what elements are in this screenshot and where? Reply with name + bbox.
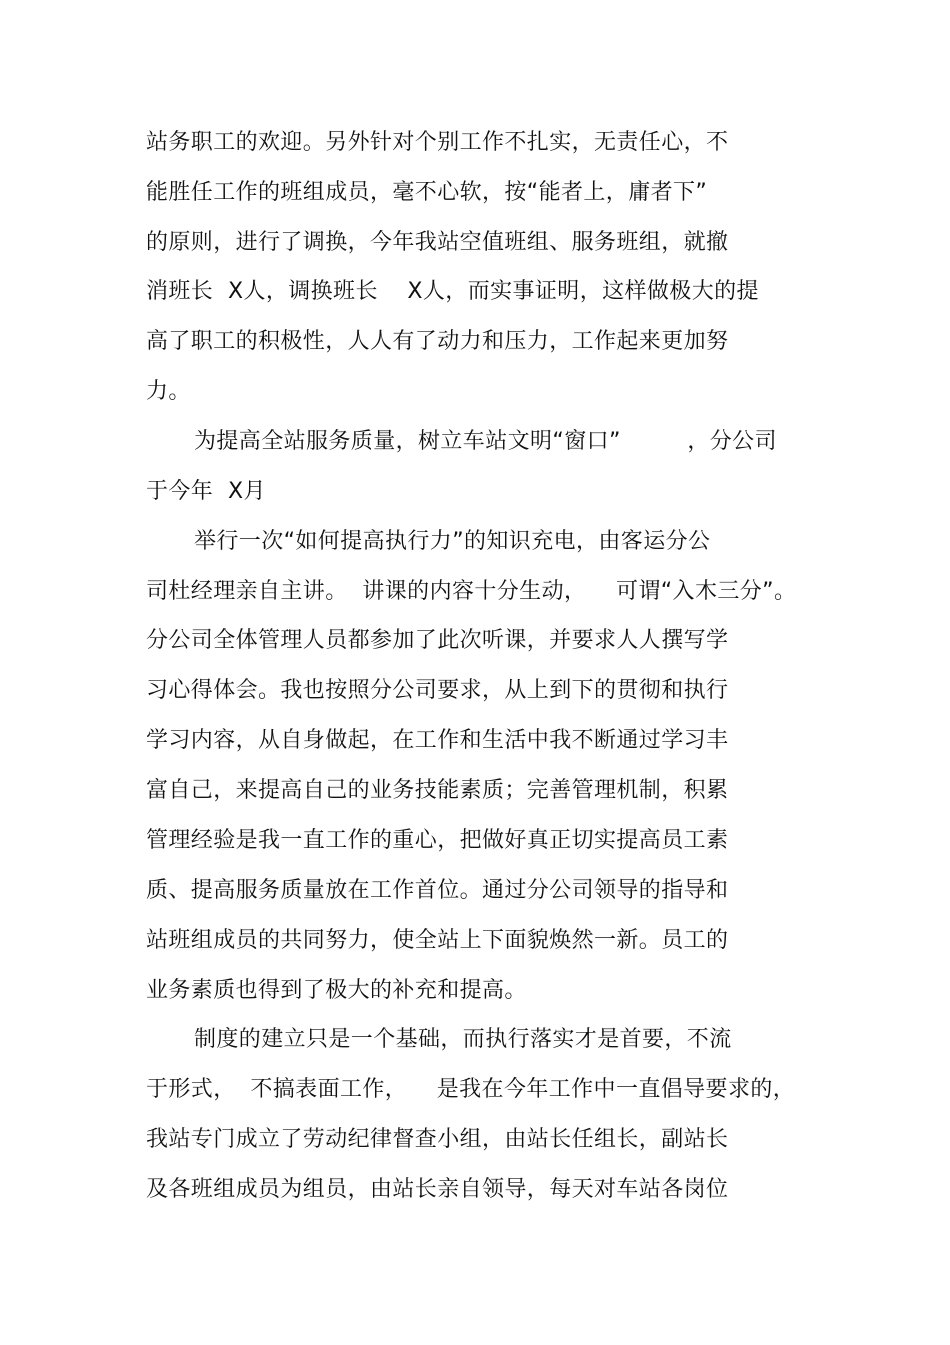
text-line-3: 的原则，进行了调换，今年我站空值班组、服务班组，就撤 [146,230,729,255]
text-line-12: 习心得体会。我也按照分公司要求，从上到下的贯彻和执行 [146,678,729,703]
text-line-1: 站务职工的欢迎。另外针对个别工作不扎实，无责任心，不 [146,130,729,155]
text-line-10: 司杜经理亲自主讲。 讲课的内容十分生动， 可谓“入木三分”。 [146,579,797,604]
text-line-9: 举行一次“如何提高执行力”的知识充电，由客运分公 [194,529,711,554]
text-line-20: 于形式， 不搞表面工作， 是我在今年工作中一直倡导要求的， [146,1077,796,1102]
text-line-11: 分公司全体管理人员都参加了此次听课，并要求人人撰写学 [146,628,729,653]
text-line-18: 业务素质也得到了极大的补充和提高。 [146,978,527,1003]
text-line-16: 质、提高服务质量放在工作首位。通过分公司领导的指导和 [146,878,729,903]
text-line-5: 高了职工的积极性，人人有了动力和压力，工作起来更加努 [146,329,729,354]
text-line-19: 制度的建立只是一个基础，而执行落实才是首要，不流 [194,1027,732,1052]
text-line-4: 消班长 X人，调换班长 X人，而实事证明，这样做极大的提 [146,279,759,304]
text-line-15: 管理经验是我一直工作的重心，把做好真正切实提高员工素 [146,828,729,853]
text-line-13: 学习内容，从自身做起，在工作和生活中我不断通过学习丰 [146,728,729,753]
text-line-7: 为提高全站服务质量，树立车站文明“窗口” ，分公司 [194,429,777,454]
text-line-22: 及各班组成员为组员，由站长亲自领导，每天对车站各岗位 [146,1177,729,1202]
text-line-21: 我站专门成立了劳动纪律督查小组，由站长任组长，副站长 [146,1127,729,1152]
text-line-6: 力。 [146,379,191,404]
text-line-2: 能胜任工作的班组成员，毫不心软，按“能者上，庸者下” [146,180,708,205]
text-line-17: 站班组成员的共同努力，使全站上下面貌焕然一新。员工的 [146,928,729,953]
text-line-8: 于今年 X月 [146,479,266,504]
text-line-14: 富自己，来提高自己的业务技能素质；完善管理机制，积累 [146,778,729,803]
